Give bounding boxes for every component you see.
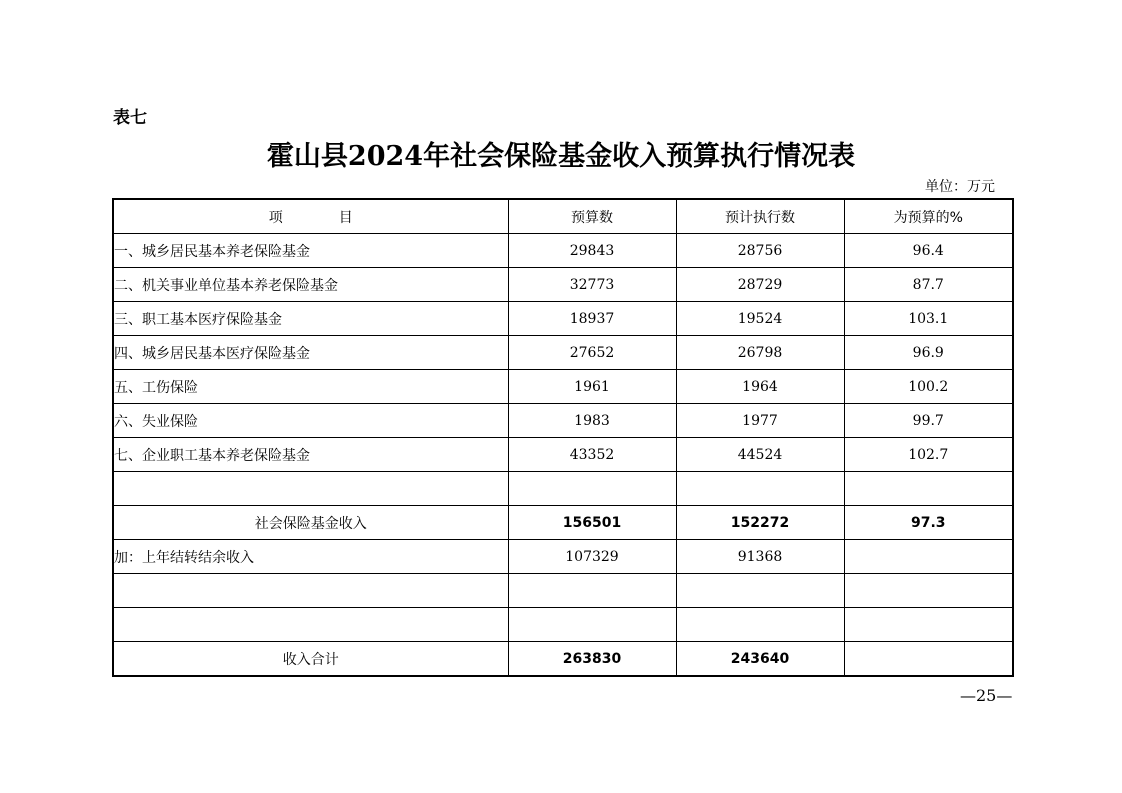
row-percent: 96.9 bbox=[844, 336, 1013, 370]
row-percent: 87.7 bbox=[844, 268, 1013, 302]
row-budget bbox=[508, 608, 676, 642]
subtotal-row bbox=[113, 506, 1013, 540]
row-budget bbox=[508, 472, 676, 506]
row-estimated bbox=[676, 608, 844, 642]
row-estimated bbox=[676, 472, 844, 506]
row-percent: 103.1 bbox=[844, 302, 1013, 336]
table-row bbox=[113, 336, 1013, 370]
carryover-percent bbox=[844, 540, 1013, 574]
row-estimated bbox=[676, 574, 844, 608]
header-row bbox=[113, 199, 1013, 234]
row-estimated: 28756 bbox=[676, 234, 844, 268]
row-budget: 43352 bbox=[508, 438, 676, 472]
row-item: 六、失业保险 bbox=[113, 404, 508, 438]
total-budget: 263830 bbox=[508, 642, 676, 677]
row-estimated: 1977 bbox=[676, 404, 844, 438]
table-row bbox=[113, 302, 1013, 336]
row-item: 五、工伤保险 bbox=[113, 370, 508, 404]
budget-table bbox=[112, 198, 1014, 677]
table-row-blank bbox=[113, 574, 1013, 608]
total-estimated: 243640 bbox=[676, 642, 844, 677]
row-budget: 32773 bbox=[508, 268, 676, 302]
row-budget: 18937 bbox=[508, 302, 676, 336]
row-estimated: 44524 bbox=[676, 438, 844, 472]
row-budget: 1961 bbox=[508, 370, 676, 404]
table-label: 表七 bbox=[113, 108, 147, 128]
row-budget bbox=[508, 574, 676, 608]
row-budget: 1983 bbox=[508, 404, 676, 438]
row-budget: 27652 bbox=[508, 336, 676, 370]
document-title: 霍山县2024年社会保险基金收入预算执行情况表 bbox=[266, 141, 856, 172]
row-item: 四、城乡居民基本医疗保险基金 bbox=[113, 336, 508, 370]
row-item bbox=[113, 472, 508, 506]
carryover-label: 加：上年结转结余收入 bbox=[113, 540, 508, 574]
carryover-estimated: 91368 bbox=[676, 540, 844, 574]
row-item: 三、职工基本医疗保险基金 bbox=[113, 302, 508, 336]
header-percent: 为预算的% bbox=[844, 199, 1013, 234]
table-row-blank bbox=[113, 472, 1013, 506]
header-estimated: 预计执行数 bbox=[676, 199, 844, 234]
subtotal-estimated: 152272 bbox=[676, 506, 844, 540]
row-percent: 102.7 bbox=[844, 438, 1013, 472]
row-item: 一、城乡居民基本养老保险基金 bbox=[113, 234, 508, 268]
table-row bbox=[113, 404, 1013, 438]
carryover-row bbox=[113, 540, 1013, 574]
table-row bbox=[113, 438, 1013, 472]
total-percent bbox=[844, 642, 1013, 677]
row-percent: 99.7 bbox=[844, 404, 1013, 438]
row-item: 七、企业职工基本养老保险基金 bbox=[113, 438, 508, 472]
row-item bbox=[113, 608, 508, 642]
carryover-budget: 107329 bbox=[508, 540, 676, 574]
page-number: —25— bbox=[960, 686, 1013, 705]
row-estimated: 26798 bbox=[676, 336, 844, 370]
row-estimated: 19524 bbox=[676, 302, 844, 336]
row-budget: 29843 bbox=[508, 234, 676, 268]
row-percent bbox=[844, 574, 1013, 608]
table-row bbox=[113, 268, 1013, 302]
row-percent bbox=[844, 608, 1013, 642]
table-row bbox=[113, 234, 1013, 268]
subtotal-percent: 97.3 bbox=[844, 506, 1013, 540]
row-estimated: 1964 bbox=[676, 370, 844, 404]
row-percent: 96.4 bbox=[844, 234, 1013, 268]
row-item: 二、机关事业单位基本养老保险基金 bbox=[113, 268, 508, 302]
unit-note: 单位：万元 bbox=[925, 179, 995, 195]
row-percent: 100.2 bbox=[844, 370, 1013, 404]
header-item: 项 目 bbox=[113, 199, 508, 234]
subtotal-budget: 156501 bbox=[508, 506, 676, 540]
total-label: 收入合计 bbox=[113, 642, 508, 677]
row-estimated: 28729 bbox=[676, 268, 844, 302]
table-row bbox=[113, 370, 1013, 404]
row-percent bbox=[844, 472, 1013, 506]
header-budget: 预算数 bbox=[508, 199, 676, 234]
row-item bbox=[113, 574, 508, 608]
subtotal-label: 社会保险基金收入 bbox=[113, 506, 508, 540]
table-row-blank bbox=[113, 608, 1013, 642]
total-row bbox=[113, 642, 1013, 677]
